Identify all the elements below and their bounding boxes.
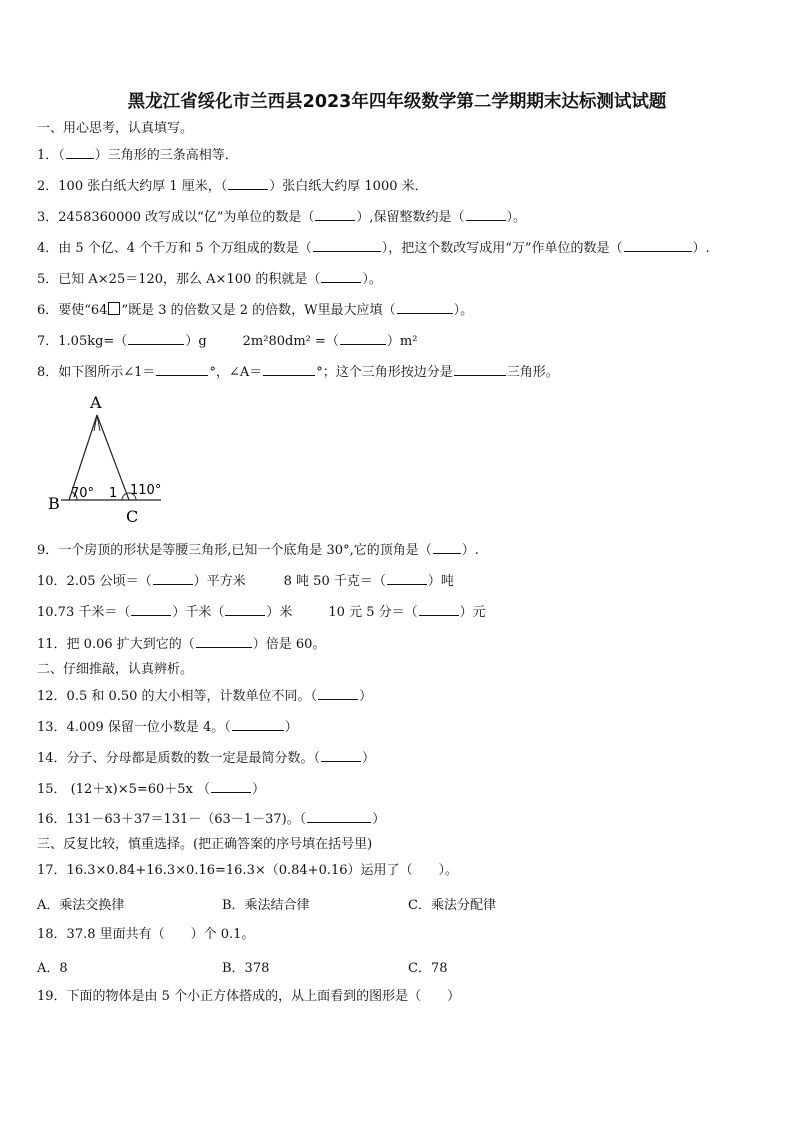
section-2-heading: 二、仔细推敲，认真辨析。 bbox=[37, 662, 194, 677]
answer-blank[interactable] bbox=[225, 603, 265, 616]
answer-blank[interactable] bbox=[321, 270, 361, 283]
question-7: 7．1.05kg=（ ）g 2m²80dm² =（ ）m² bbox=[37, 334, 418, 349]
q17-option-c[interactable]: C．乘法分配律 bbox=[408, 898, 496, 913]
question-10-part-2: 10.73 千米＝（ ）千米（ ）米 10 元 5 分＝（ ）元 bbox=[37, 605, 486, 620]
answer-blank[interactable] bbox=[131, 603, 171, 616]
answer-blank[interactable] bbox=[315, 208, 355, 221]
answer-blank[interactable] bbox=[66, 146, 94, 159]
question-4: 4．由 5 个亿、4 个千万和 5 个万组成的数是（ ），把这个数改写成用“万”作单位的数是（ ）. bbox=[37, 241, 710, 256]
answer-blank[interactable] bbox=[318, 687, 358, 700]
question-15: 15． (12＋x)×5=60＋5x （ ） bbox=[37, 782, 266, 797]
answer-blank[interactable] bbox=[624, 239, 692, 252]
answer-blank[interactable] bbox=[156, 363, 208, 376]
answer-blank[interactable] bbox=[228, 177, 268, 190]
answer-blank[interactable] bbox=[232, 718, 284, 731]
answer-blank[interactable] bbox=[340, 332, 386, 345]
q17-option-b[interactable]: B．乘法结合律 bbox=[222, 898, 310, 913]
section-1-heading: 一、用心思考，认真填写。 bbox=[37, 121, 194, 136]
angle-b-label: 70° bbox=[71, 486, 95, 501]
question-1: 1．（ ）三角形的三条高相等． bbox=[37, 148, 238, 163]
question-17: 17．16.3×0.84+16.3×0.16=16.3×（0.84+0.16）运用了（ ）。 bbox=[37, 863, 459, 878]
answer-blank[interactable] bbox=[397, 301, 453, 314]
angle-ext-label: 110° bbox=[130, 483, 162, 498]
answer-blank[interactable] bbox=[466, 208, 506, 221]
question-9: 9．一个房顶的形状是等腰三角形,已知一个底角是 30°,它的顶角是（ ）. bbox=[37, 543, 479, 558]
vertex-b-label: B bbox=[48, 494, 60, 513]
answer-blank[interactable] bbox=[419, 603, 459, 616]
answer-blank[interactable] bbox=[263, 363, 315, 376]
question-5: 5．已知 A×25＝120，那么 A×100 的积就是（ ）。 bbox=[37, 272, 382, 287]
answer-blank[interactable] bbox=[211, 780, 251, 793]
digit-box bbox=[108, 302, 120, 315]
answer-blank[interactable] bbox=[307, 810, 371, 823]
section-3-heading: 三、反复比较，慎重选择。(把正确答案的序号填在括号里) bbox=[37, 837, 373, 852]
vertex-c-label: C bbox=[126, 507, 139, 526]
answer-blank[interactable] bbox=[387, 572, 427, 585]
question-10: 10．2.05 公顷＝（ ）平方米 8 吨 50 千克＝（ ）吨 bbox=[37, 574, 454, 589]
question-13: 13．4.009 保留一位小数是 4。（ ） bbox=[37, 720, 298, 735]
question-8: 8．如下图所示∠1＝ °，∠A＝ °；这个三角形按边分是 三角形。 bbox=[37, 365, 559, 380]
answer-blank[interactable] bbox=[196, 635, 252, 648]
q17-option-a[interactable]: A．乘法交换律 bbox=[37, 898, 125, 913]
answer-blank[interactable] bbox=[454, 363, 506, 376]
q18-option-a[interactable]: A．8 bbox=[37, 961, 68, 976]
question-12: 12．0.5 和 0.50 的大小相等，计数单位不同。（ ） bbox=[37, 689, 373, 704]
answer-blank[interactable] bbox=[128, 332, 184, 345]
answer-blank[interactable] bbox=[153, 572, 193, 585]
answer-blank[interactable] bbox=[321, 749, 361, 762]
question-2: 2．100 张白纸大约厚 1 厘米，（ ）张白纸大约厚 1000 米． bbox=[37, 179, 428, 194]
question-11: 11．把 0.06 扩大到它的（ ）倍是 60。 bbox=[37, 637, 326, 652]
question-16: 16．131－63＋37＝131－（63－1－37)。（ ） bbox=[37, 812, 386, 827]
q18-option-b[interactable]: B．378 bbox=[222, 961, 270, 976]
question-3: 3．2458360000 改写成以“亿”为单位的数是（ ）,保留整数约是（ ）。 bbox=[37, 210, 527, 225]
question-6: 6．要使“64 ”既是 3 的倍数又是 2 的倍数，W里最大应填（ ）。 bbox=[37, 303, 474, 318]
answer-blank[interactable] bbox=[433, 541, 461, 554]
vertex-a-label: A bbox=[90, 393, 102, 412]
page-title: 黑龙江省绥化市兰西县2023年四年级数学第二学期期末达标测试试题 bbox=[127, 92, 667, 112]
angle-1-label: 1 bbox=[109, 486, 118, 501]
question-18: 18．37.8 里面共有（ ）个 0.1。 bbox=[37, 927, 255, 942]
q18-option-c[interactable]: C．78 bbox=[408, 961, 448, 976]
triangle-figure bbox=[45, 393, 175, 528]
answer-blank[interactable] bbox=[313, 239, 381, 252]
question-19: 19．下面的物体是由 5 个小正方体搭成的，从上面看到的图形是（ ） bbox=[37, 989, 461, 1004]
question-14: 14．分子、分母都是质数的数一定是最简分数。（ ） bbox=[37, 751, 376, 766]
